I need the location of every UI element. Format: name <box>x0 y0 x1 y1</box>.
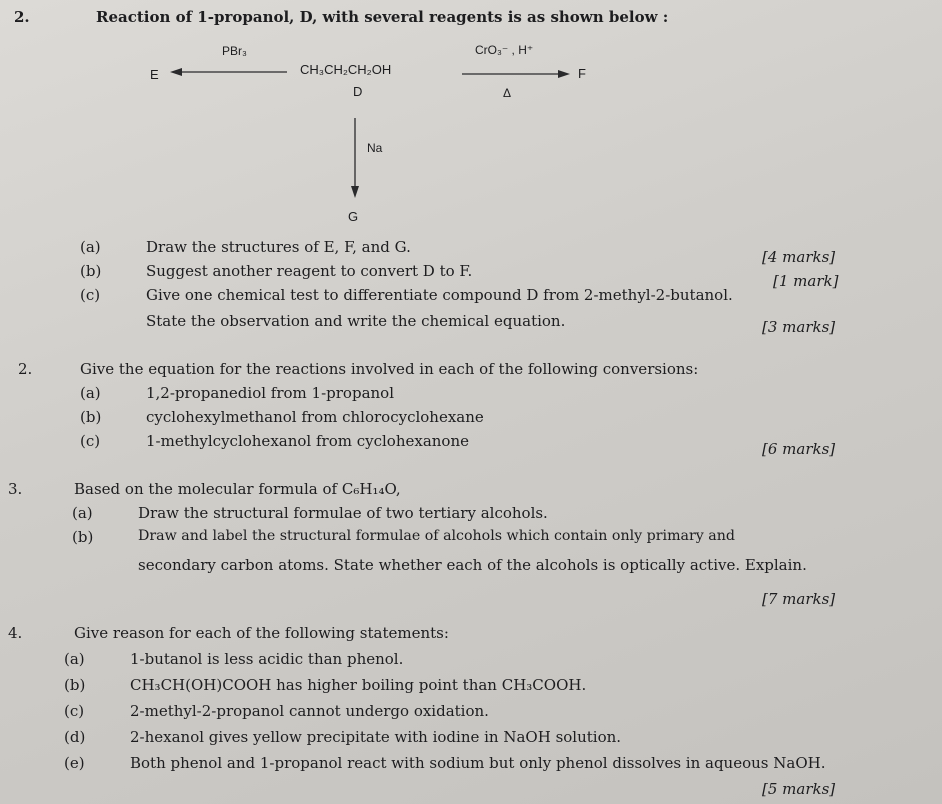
question-2-second-b-text: cyclohexylmethanol from chlorocyclohexane <box>146 408 484 426</box>
question-4c-text: 2-methyl-2-propanol cannot undergo oxidation. <box>130 702 489 720</box>
question-2b-text: Suggest another reagent to convert D to F. <box>146 262 473 280</box>
question-4d-label: (d) <box>64 728 86 746</box>
compound-d-formula: CH₃CH₂CH₂OH <box>300 62 392 77</box>
question-2c-label: (c) <box>80 286 101 304</box>
reagent-cro3: CrO₃⁻ , H⁺ <box>475 43 534 57</box>
question-2-second-a-text: 1,2-propanediol from 1-propanol <box>146 384 394 402</box>
question-2a-marks: [4 marks] <box>762 248 836 266</box>
question-2-second-c-text: 1-methylcyclohexanol from cyclohexanone <box>146 432 469 450</box>
question-2a-label: (a) <box>80 238 101 256</box>
arrow-down-icon <box>349 118 361 200</box>
question-3a-label: (a) <box>72 504 93 522</box>
question-4e-label: (e) <box>64 754 85 772</box>
question-3b-text2: secondary carbon atoms. State whether each of the alcohols is optically active. Explain. <box>138 556 807 574</box>
question-3-intro: Based on the molecular formula of C₆H₁₄O, <box>74 480 401 498</box>
compound-e: E <box>150 67 159 82</box>
question-2c-text2: State the observation and write the chemical equation. <box>146 312 566 330</box>
question-3b-text: Draw and label the structural formulae of alcohols which contain only primary and <box>138 528 735 544</box>
question-2-intro: Reaction of 1-propanol, D, with several reagents is as shown below : <box>96 8 669 26</box>
question-3-number: 3. <box>8 480 23 498</box>
compound-d-label: D <box>353 84 363 99</box>
arrow-left-icon <box>170 66 290 78</box>
question-2c-text: Give one chemical test to differentiate compound D from 2-methyl-2-butanol. <box>146 286 733 304</box>
condition-heat: Δ <box>503 86 512 100</box>
question-4b-text: CH₃CH(OH)COOH has higher boiling point than CH₃COOH. <box>130 676 587 694</box>
compound-g: G <box>348 209 359 224</box>
question-2-second-a-label: (a) <box>80 384 101 402</box>
question-2-number: 2. <box>14 8 30 26</box>
question-4b-label: (b) <box>64 676 86 694</box>
question-3a-text: Draw the structural formulae of two tertiary alcohols. <box>138 504 548 522</box>
question-4-marks: [5 marks] <box>762 780 836 798</box>
question-3-marks: [7 marks] <box>762 590 836 608</box>
question-2c-marks: [3 marks] <box>762 318 836 336</box>
compound-f: F <box>578 66 586 81</box>
question-2-second-b-label: (b) <box>80 408 102 426</box>
question-4a-text: 1-butanol is less acidic than phenol. <box>130 650 404 668</box>
question-2-second-number: 2. <box>18 360 33 378</box>
question-2-second-marks: [6 marks] <box>762 440 836 458</box>
question-2-second-intro: Give the equation for the reactions involved in each of the following conversions: <box>80 360 699 378</box>
reagent-na: Na <box>367 141 383 155</box>
question-4-intro: Give reason for each of the following statements: <box>74 624 449 642</box>
question-2-second-c-label: (c) <box>80 432 101 450</box>
question-3b-label: (b) <box>72 528 94 546</box>
question-4-number: 4. <box>8 624 23 642</box>
question-2a-text: Draw the structures of E, F, and G. <box>146 238 411 256</box>
question-4e-text: Both phenol and 1-propanol react with sodium but only phenol dissolves in aqueous NaOH. <box>130 754 826 772</box>
question-4c-label: (c) <box>64 702 85 720</box>
question-4a-label: (a) <box>64 650 85 668</box>
arrow-right-icon <box>462 68 572 80</box>
question-2b-marks: [1 mark] <box>773 272 839 290</box>
question-2b-label: (b) <box>80 262 102 280</box>
reagent-pbr3: PBr₃ <box>222 44 247 58</box>
question-4d-text: 2-hexanol gives yellow precipitate with iodine in NaOH solution. <box>130 728 622 746</box>
